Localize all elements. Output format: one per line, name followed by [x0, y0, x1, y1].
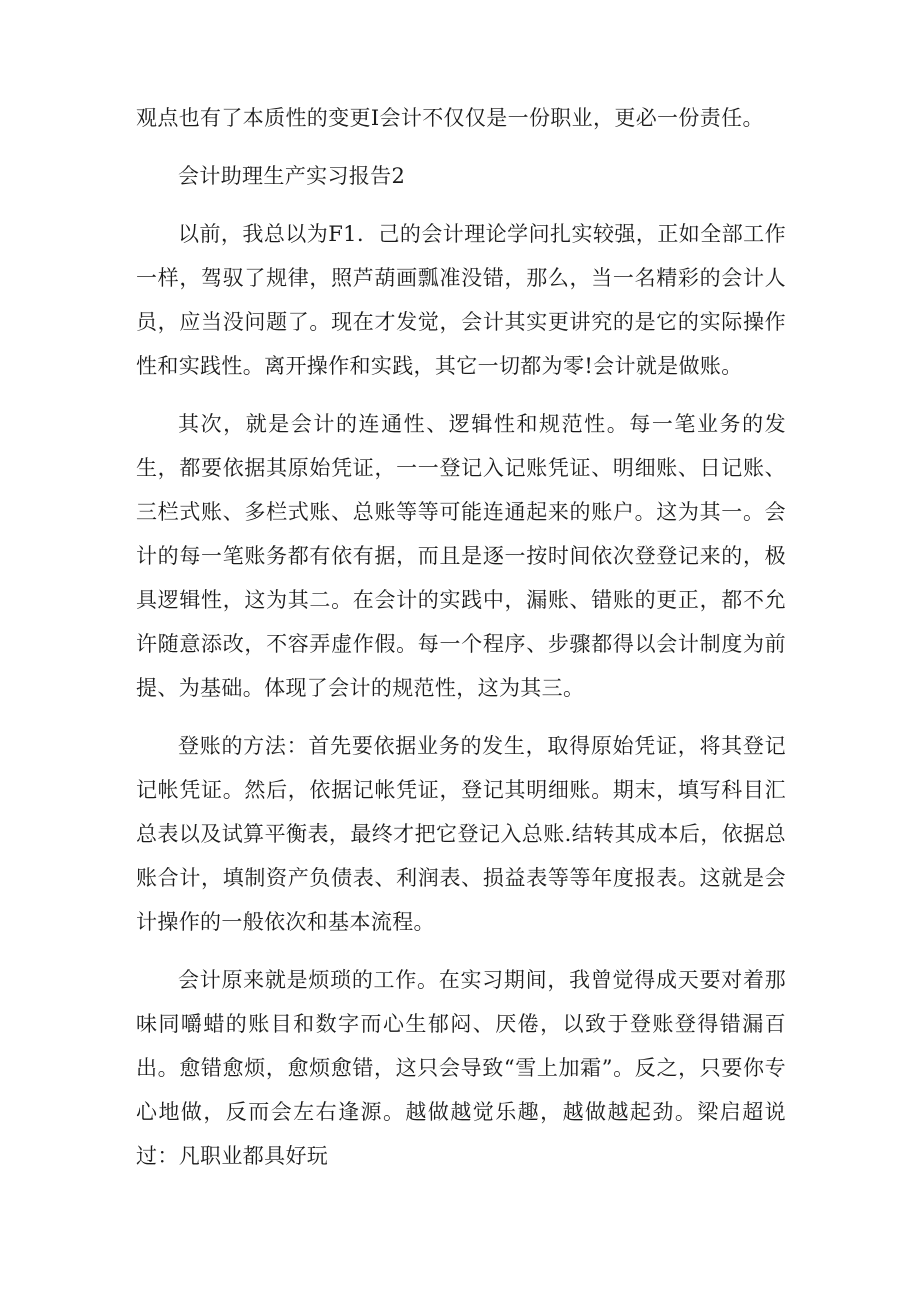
- paragraph-intro: 以前，我总以为F1．己的会计理论学问扎实较强，正如全部工作一样，驾驭了规律，照芦葫画瓢准没错，那么，当一名精彩的会计人员，应当没问题了。现在才发觉，会计其实更讲究的是它的实际操作性和实践性。离开操作和实践，其它一切都为零!会计就是做账。: [136, 222, 786, 378]
- section-heading: 会计助理生产实习报告2: [178, 164, 406, 188]
- paragraph-continued: 观点也有了本质性的变更I会计不仅仅是一份职业，更必一份责任。: [136, 106, 764, 130]
- paragraph-connectivity: 其次，就是会计的连通性、逻辑性和规范性。每一笔业务的发生，都要依据其原始凭证，一一登记入记账凭证、明细账、日记账、三栏式账、多栏式账、总账等等可能连通起来的账户。这为其一。会计的每一笔账务都有依有据，而且是逐一按时间依次登登记来的，极具逻辑性，这为其二。在会计的实践中，漏账、错账的更正，都不允许随意添改，不容弄虚作假。每一个程序、步骤都得以会计制度为前提、为基础。体现了会计的规范性，这为其三。: [136, 412, 786, 700]
- document-body: [136, 96, 786, 1192]
- paragraph-method: 登账的方法：首先要依据业务的发生，取得原始凭证，将其登记记帐凭证。然后，依据记帐凭证，登记其明细账。期末，填写科目汇总表以及试算平衡表，最终才把它登记入总账.结转其成本后，依据总账合计，填制资产负债表、利润表、损益表等等年度报表。这就是会计操作的一般依次和基本流程。: [136, 734, 786, 934]
- paragraph-tedious: 会计原来就是烦琐的工作。在实习期间，我曾觉得成天要对着那味同嚼蜡的账目和数字而心生郁闷、厌倦，以致于登账登得错漏百出。愈错愈烦，愈烦愈错，这只会导致“雪上加霜”。反之，只要你专心地做，反而会左右逢源。越做越觉乐趣，越做越起劲。梁启超说过：凡职业都具好玩: [136, 968, 786, 1168]
